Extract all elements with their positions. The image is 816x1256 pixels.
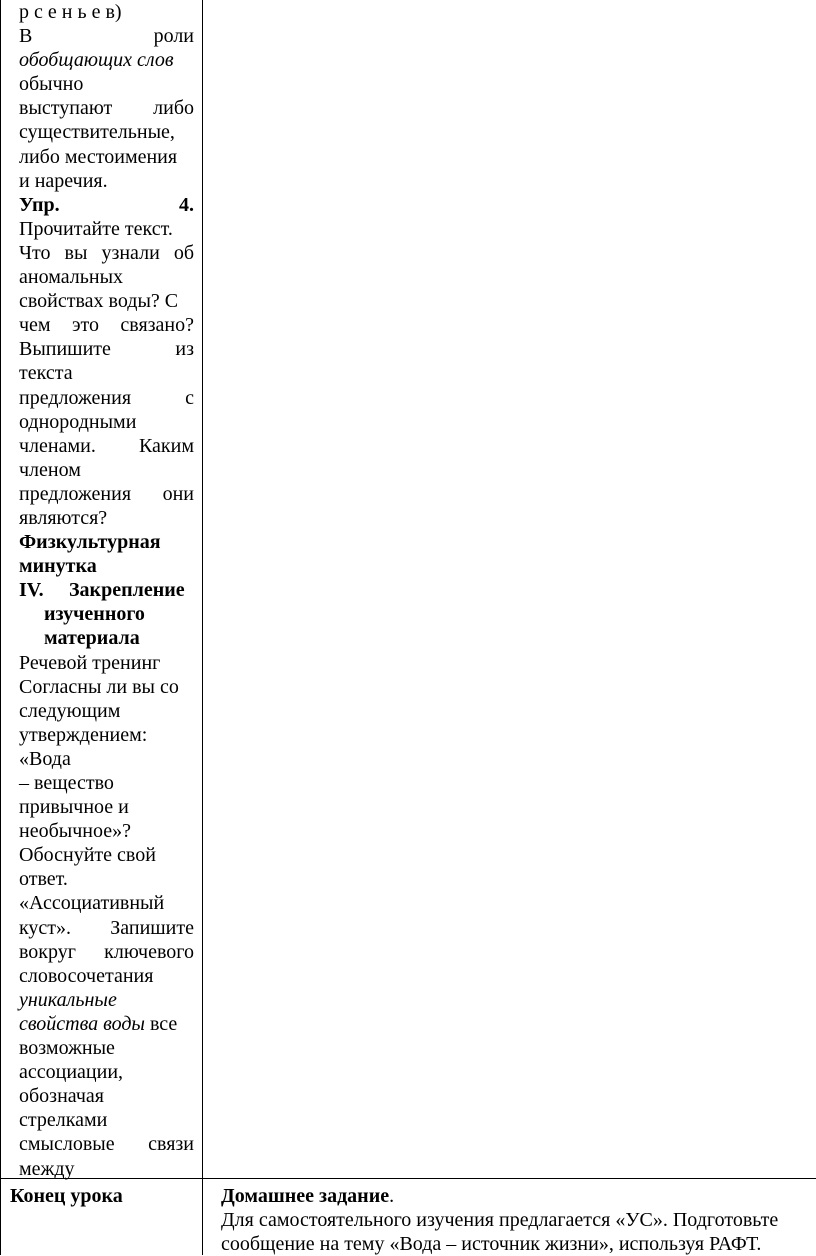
left-cell-text [19,0,194,1181]
text-line: являются? [19,506,108,529]
text-line: и наречия. [19,169,108,192]
text-line: стрелками [19,1109,108,1132]
text-line: между [19,1157,75,1180]
text-line: Выпишите из [19,338,194,361]
text-line: предложения они [19,482,194,505]
table-border-left [0,0,1,1255]
homework-text: Для самостоятельного изучения предлагается «УС». Подготовьте [221,1209,779,1231]
text-line: Прочитайте текст. [19,217,173,240]
text-line: членами. Каким [19,434,194,457]
text-line: либо местоимения [19,145,178,168]
text-line: текста [19,362,73,385]
text-line: выступают либо [19,97,194,120]
text-line: свойства воды все [19,1012,178,1035]
text-line: уникальные [19,988,117,1011]
text-line: Согласны ли вы со [19,675,179,698]
exercise-heading: Упр. 4. [19,193,194,216]
text-line: куст». Запишите [19,916,194,939]
text-line: однородными [19,410,137,433]
text-line: обычно [19,73,84,96]
section-heading: IV. Закрепление [19,579,185,602]
section-heading: материала [44,627,140,650]
text-line: чем это связано? [19,314,194,337]
text-line: «Ассоциативный [19,892,165,915]
text-line: членом [19,458,81,481]
text-line: словосочетания [19,964,154,987]
text-line: возможные [19,1037,115,1060]
text-line: существительные, [19,121,175,144]
lesson-end-label: Конец урока [10,1185,123,1207]
text-line: ответ. [19,868,68,891]
text-line: свойствах воды? С [19,290,179,313]
text-line: утверждением: [19,723,148,746]
homework-text: сообщение на тему «Вода – источник жизни», используя РАФТ. [221,1233,762,1255]
homework-heading: Домашнее задание. [221,1185,395,1207]
section-heading: минутка [19,555,97,578]
text-line: предложения с [19,386,194,409]
text-line: обозначая [19,1085,104,1108]
text-line: следующим [19,699,121,722]
text-line: «Вода [19,747,71,770]
text-line: смысловые связи [19,1133,194,1156]
text-line: Что вы узнали об [19,241,194,264]
text-line: ассоциации, [19,1061,124,1084]
text-line: аномальных [19,266,124,289]
text-line: р с е н ь е в) [19,1,122,23]
text-line: – вещество [19,772,114,794]
table-border-middle [202,0,203,1255]
section-heading: Физкультурная [19,531,161,554]
text-line: вокруг ключевого [19,940,194,963]
text-line: необычное»? [19,820,131,843]
text-line: обобщающих слов [19,49,174,72]
text-line: В роли [19,25,194,48]
section-heading: изученного [44,603,145,626]
text-line: Речевой тренинг [19,651,161,674]
text-line: Обоснуйте свой [19,844,156,867]
homework-cell [221,1184,816,1256]
text-line: привычное и [19,796,129,819]
